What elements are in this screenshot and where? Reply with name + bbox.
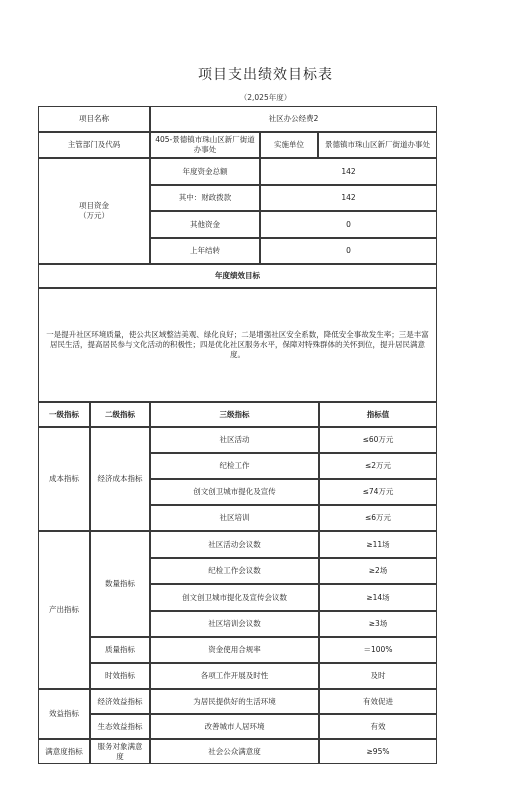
level2-quality: 质量指标 [90, 637, 150, 663]
indicator-value: 有效 [319, 714, 437, 739]
indicator-value: ≤60万元 [319, 427, 437, 453]
indicator-value: ≥3场 [319, 611, 437, 637]
indicator-value: ＝100% [319, 637, 437, 663]
header-level3: 三级指标 [150, 402, 319, 427]
annual-goal-text: 一是提升社区环境质量，使公共区域整洁美观、绿化良好；二是增强社区安全系数，降低安全事故发生率；三是丰富居民生活，提高居民参与文化活动的积极性；四是优化社区服务水平，保障对特殊群体的关怀到位，提升居民满意度。 [38, 288, 437, 402]
dept-value: 405-景德镇市珠山区新厂街道办事处 [150, 132, 260, 158]
indicator-name: 社区培训会议数 [150, 611, 319, 637]
funds-fiscal-value: 142 [260, 185, 437, 211]
impl-unit-label: 实施单位 [260, 132, 318, 158]
level2-economic-benefit: 经济效益指标 [90, 689, 150, 714]
indicator-value: 及时 [319, 663, 437, 689]
indicator-name: 社区活动 [150, 427, 319, 453]
level1-cost: 成本指标 [38, 427, 90, 531]
funds-fiscal-label: 其中：财政拨款 [150, 185, 260, 211]
project-name-label: 项目名称 [38, 106, 150, 132]
page-title: 项目支出绩效目标表 [198, 67, 333, 83]
indicator-name: 资金使用合规率 [150, 637, 319, 663]
indicator-value: ≥11场 [319, 531, 437, 558]
header-value: 指标值 [319, 402, 437, 427]
funds-label: 项目资金 （万元） [38, 158, 150, 264]
funds-other-value: 0 [260, 211, 437, 238]
funds-carryover-label: 上年结转 [150, 238, 260, 264]
level2-economic-cost: 经济成本指标 [90, 427, 150, 531]
level1-output: 产出指标 [38, 531, 90, 689]
performance-target-table [38, 106, 437, 764]
project-name-value: 社区办公经费2 [150, 106, 437, 132]
level1-benefit: 效益指标 [38, 689, 90, 739]
indicator-value: 有效促进 [319, 689, 437, 714]
level2-timeliness: 时效指标 [90, 663, 150, 689]
fiscal-year: （2,025年度） [239, 93, 292, 102]
indicator-name: 社会公众满意度 [150, 739, 319, 764]
indicator-name: 改善城市人居环境 [150, 714, 319, 739]
indicator-value: ≥95% [319, 739, 437, 764]
level2-quantity: 数量指标 [90, 531, 150, 637]
funds-other-label: 其他资金 [150, 211, 260, 238]
header-level1: 一级指标 [38, 402, 90, 427]
annual-goal-header: 年度绩效目标 [38, 264, 437, 288]
indicator-name: 纪检工作 [150, 453, 319, 479]
indicator-name: 创文创卫城市提化及宣传会议数 [150, 584, 319, 611]
funds-carryover-value: 0 [260, 238, 437, 264]
level1-satisfaction: 满意度指标 [38, 739, 90, 764]
indicator-name: 纪检工作会议数 [150, 558, 319, 584]
dept-label: 主管部门及代码 [38, 132, 150, 158]
indicator-name: 创文创卫城市提化及宣传 [150, 479, 319, 505]
indicator-name: 社区培训 [150, 505, 319, 531]
indicator-name: 为居民提供好的生活环境 [150, 689, 319, 714]
header-level2: 二级指标 [90, 402, 150, 427]
indicator-value: ≥2场 [319, 558, 437, 584]
impl-unit-value: 景德镇市珠山区新厂街道办事处 [318, 132, 437, 158]
indicator-value: ≤74万元 [319, 479, 437, 505]
indicator-value: ≤2万元 [319, 453, 437, 479]
funds-total-label: 年度资金总额 [150, 158, 260, 185]
level2-ecological-benefit: 生态效益指标 [90, 714, 150, 739]
indicator-value: ≤6万元 [319, 505, 437, 531]
funds-total-value: 142 [260, 158, 437, 185]
indicator-name: 各项工作开展及时性 [150, 663, 319, 689]
level2-service-satisfaction: 服务对象满意度 [90, 739, 150, 764]
indicator-name: 社区活动会议数 [150, 531, 319, 558]
indicator-value: ≥14场 [319, 584, 437, 611]
